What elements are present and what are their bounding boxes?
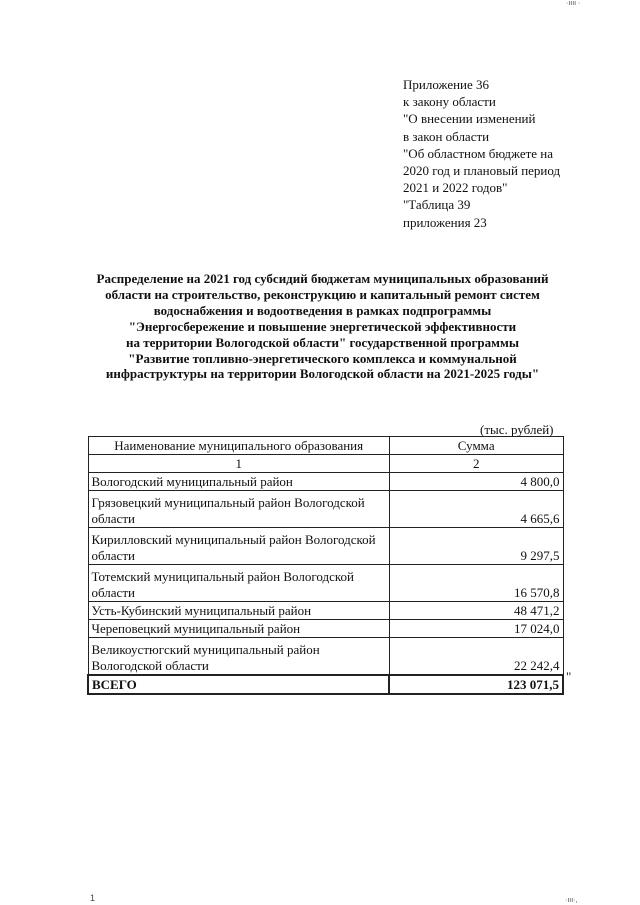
- table-row: [88, 638, 563, 676]
- scan-mark-bottom-left: 1: [90, 893, 96, 903]
- units-label: (тыс. рублей): [480, 422, 554, 437]
- numbering-col-2: 2: [389, 455, 563, 473]
- subsidy-amount: 22 242,4: [389, 638, 563, 676]
- closing-quote: ": [566, 669, 572, 684]
- title-line: "Энергосбережение и повышение энергетической эффективности: [128, 318, 517, 334]
- title-line: "Развитие топливно-энергетического комплекса и коммунальной: [128, 350, 517, 366]
- table-row: [88, 528, 563, 565]
- table-row: [88, 602, 563, 620]
- subsidy-amount: 4 800,0: [389, 473, 563, 491]
- table-row: [88, 565, 563, 602]
- subsidy-amount: 16 570,8: [389, 565, 563, 602]
- scan-mark-top: ·ıııı ·: [566, 0, 581, 7]
- title-line: инфраструктуры на территории Вологодской области на 2021-2025 годы": [105, 366, 540, 382]
- appendix-line: 2021 и 2022 годов": [403, 180, 508, 196]
- table-total-row: [88, 675, 563, 694]
- appendix-line: к закону области: [403, 94, 496, 110]
- header-name: Наименование муниципального образования: [88, 437, 389, 455]
- table-numbering-row: [88, 455, 563, 473]
- title-line: Распределение на 2021 год субсидий бюджетам муниципальных образований: [96, 271, 549, 286]
- municipality-name: Великоустюгский муниципальный район Вологодской области: [88, 638, 389, 676]
- appendix-line: Приложение 36: [403, 77, 490, 92]
- scan-mark-bottom-right: ·ııı·,: [565, 897, 578, 904]
- total-label: ВСЕГО: [88, 675, 389, 694]
- municipality-name: Кирилловский муниципальный район Вологодской области: [88, 528, 389, 565]
- table-row: [88, 473, 563, 491]
- municipality-name: Усть-Кубинский муниципальный район: [88, 602, 389, 620]
- appendix-line: "Об областном бюджете на: [403, 145, 554, 161]
- municipality-name: Вологодский муниципальный район: [88, 473, 389, 491]
- appendix-header: [403, 76, 628, 231]
- municipality-name: Тотемский муниципальный район Вологодской области: [88, 565, 389, 602]
- subsidy-amount: 9 297,5: [389, 528, 563, 565]
- title-line: области на строительство, реконструкцию и капитальный ремонт систем: [105, 286, 540, 302]
- appendix-line: 2020 год и плановый период: [403, 163, 561, 179]
- subsidy-amount: 17 024,0: [389, 620, 563, 638]
- subsidy-amount: 48 471,2: [389, 602, 563, 620]
- subsidy-amount: 4 665,6: [389, 491, 563, 528]
- table-row: [88, 620, 563, 638]
- appendix-line: "О внесении изменений: [403, 111, 536, 127]
- subsidy-table: [87, 436, 564, 695]
- total-amount: 123 071,5: [389, 675, 563, 694]
- title-line: водоснабжения и водоотведения в рамках подпрограммы: [153, 302, 492, 318]
- appendix-line: приложения 23: [403, 214, 487, 230]
- appendix-line: "Таблица 39: [403, 197, 471, 213]
- appendix-line: в закон области: [403, 128, 490, 144]
- municipality-name: Череповецкий муниципальный район: [88, 620, 389, 638]
- document-title: [40, 271, 605, 382]
- numbering-col-1: 1: [88, 455, 389, 473]
- header-amount: Сумма: [389, 437, 563, 455]
- municipality-name: Грязовецкий муниципальный район Вологодской области: [88, 491, 389, 528]
- title-line: на территории Вологодской области" государственной программы: [125, 334, 520, 350]
- table-header-row: [88, 437, 563, 455]
- table-row: [88, 491, 563, 528]
